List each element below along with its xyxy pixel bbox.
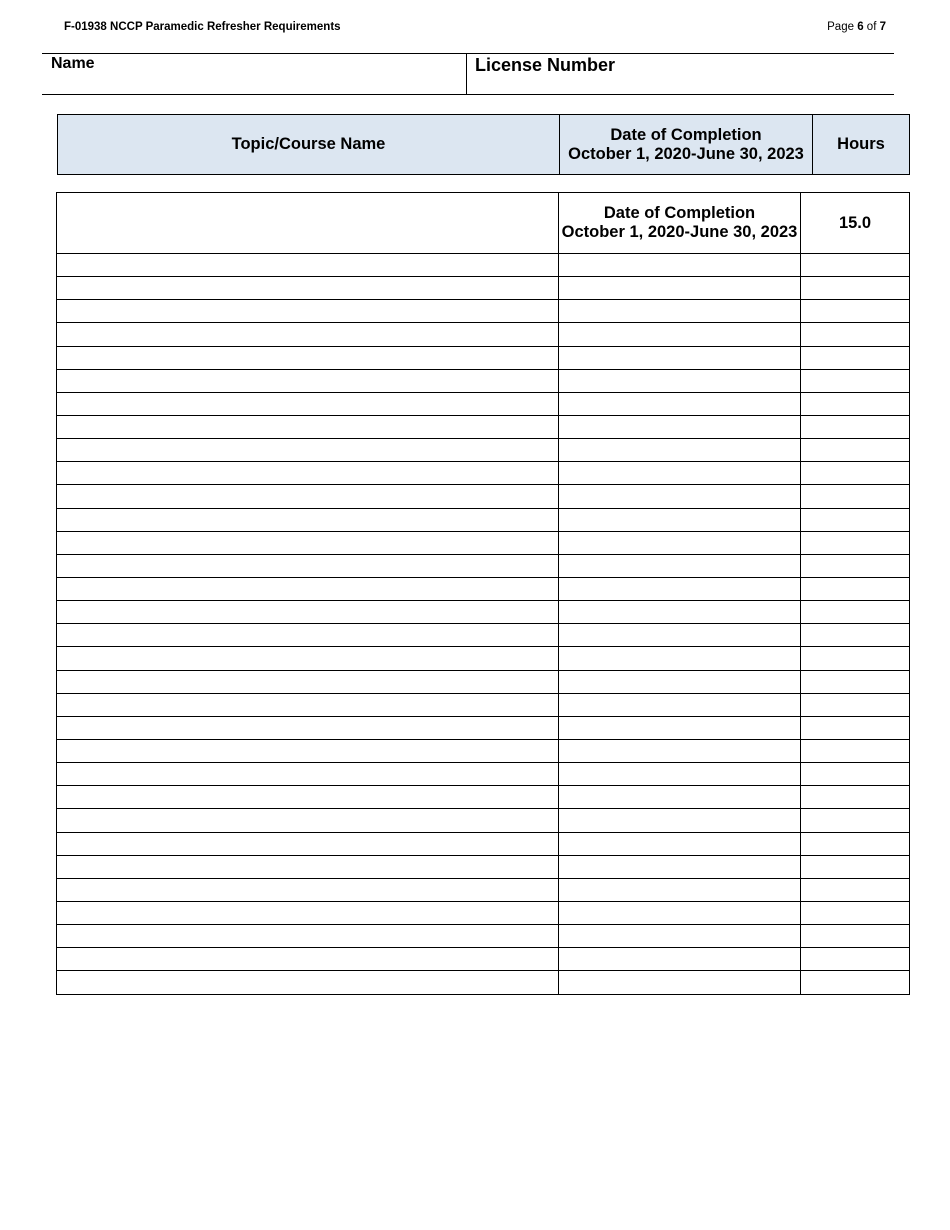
hours-cell[interactable]	[801, 878, 910, 901]
course-header-table	[57, 114, 910, 175]
table-row	[57, 925, 910, 948]
date-cell[interactable]	[559, 554, 801, 577]
table-row	[57, 948, 910, 971]
topic-cell[interactable]	[57, 300, 559, 323]
date-cell[interactable]	[559, 855, 801, 878]
date-cell[interactable]	[559, 531, 801, 554]
date-cell[interactable]	[559, 193, 801, 254]
table-row	[57, 277, 910, 300]
date-cell[interactable]	[559, 277, 801, 300]
date-cell[interactable]	[559, 832, 801, 855]
hours-cell[interactable]	[801, 763, 910, 786]
license-number-label: License Number	[475, 55, 616, 75]
date-cell[interactable]	[559, 254, 801, 277]
date-cell[interactable]	[559, 624, 801, 647]
name-label: Name	[51, 55, 95, 72]
date-cell[interactable]	[559, 739, 801, 762]
topic-cell[interactable]	[57, 786, 559, 809]
topic-cell[interactable]	[57, 763, 559, 786]
topic-cell[interactable]	[57, 277, 559, 300]
table-row	[57, 855, 910, 878]
date-cell[interactable]	[559, 346, 801, 369]
page-number	[827, 21, 886, 33]
date-cell[interactable]	[559, 485, 801, 508]
table-row	[57, 601, 910, 624]
table-row	[57, 670, 910, 693]
hours-cell[interactable]	[801, 439, 910, 462]
page-of: of	[866, 21, 877, 33]
table-row	[57, 577, 910, 600]
hours-cell[interactable]	[801, 624, 910, 647]
hours-column-header: Hours	[813, 115, 910, 175]
topic-cell[interactable]	[57, 693, 559, 716]
hours-cell[interactable]	[801, 369, 910, 392]
table-row	[57, 531, 910, 554]
topic-cell[interactable]	[57, 948, 559, 971]
hours-cell[interactable]	[801, 415, 910, 438]
table-row	[57, 739, 910, 762]
table-row	[57, 369, 910, 392]
topic-cell[interactable]	[57, 716, 559, 739]
topic-cell[interactable]	[57, 323, 559, 346]
date-cell[interactable]	[559, 601, 801, 624]
topic-cell[interactable]	[57, 832, 559, 855]
date-cell-line1: Date of Completion	[603, 204, 756, 222]
name-field[interactable]	[42, 54, 467, 94]
date-cell[interactable]	[559, 901, 801, 924]
page-prefix: Page	[827, 21, 854, 33]
hours-cell[interactable]	[801, 925, 910, 948]
hours-cell[interactable]	[801, 300, 910, 323]
topic-cell[interactable]	[57, 531, 559, 554]
topic-cell[interactable]	[57, 809, 559, 832]
table-row	[57, 624, 910, 647]
date-cell-line2: October 1, 2020-June 30, 2023	[561, 223, 798, 241]
topic-cell[interactable]	[57, 415, 559, 438]
topic-cell[interactable]	[57, 577, 559, 600]
date-cell[interactable]	[559, 323, 801, 346]
table-row	[57, 508, 910, 531]
topic-cell[interactable]	[57, 925, 559, 948]
topic-cell[interactable]	[57, 670, 559, 693]
table-row	[57, 254, 910, 277]
date-cell[interactable]	[559, 693, 801, 716]
topic-column-header: Topic/Course Name	[58, 115, 560, 175]
table-row	[57, 193, 910, 254]
date-cell[interactable]	[559, 716, 801, 739]
hours-cell[interactable]	[801, 971, 910, 994]
date-header-line2: October 1, 2020-June 30, 2023	[568, 144, 804, 163]
table-row	[57, 392, 910, 415]
table-row	[57, 439, 910, 462]
hours-cell[interactable]	[801, 786, 910, 809]
table-row	[57, 786, 910, 809]
hours-cell[interactable]	[801, 716, 910, 739]
topic-cell[interactable]	[57, 739, 559, 762]
hours-cell[interactable]	[801, 832, 910, 855]
date-cell[interactable]	[559, 462, 801, 485]
topic-cell[interactable]	[57, 901, 559, 924]
hours-cell[interactable]	[801, 254, 910, 277]
topic-cell[interactable]	[57, 439, 559, 462]
topic-cell[interactable]	[57, 554, 559, 577]
page-header	[64, 21, 886, 35]
hours-cell[interactable]	[801, 901, 910, 924]
table-row	[57, 901, 910, 924]
date-cell[interactable]	[559, 971, 801, 994]
date-cell[interactable]	[559, 925, 801, 948]
hours-cell[interactable]: 15.0	[801, 193, 910, 254]
topic-cell[interactable]	[57, 254, 559, 277]
hours-cell[interactable]	[801, 855, 910, 878]
table-row	[57, 878, 910, 901]
date-cell[interactable]	[559, 809, 801, 832]
date-cell[interactable]	[559, 415, 801, 438]
topic-cell[interactable]	[57, 193, 559, 254]
table-row	[57, 647, 910, 670]
hours-cell[interactable]	[801, 323, 910, 346]
form-title: F-01938 NCCP Paramedic Refresher Requirements	[64, 21, 341, 33]
table-row	[57, 554, 910, 577]
license-number-field[interactable]	[467, 54, 894, 94]
table-row	[57, 763, 910, 786]
date-cell[interactable]	[559, 577, 801, 600]
date-cell[interactable]	[559, 300, 801, 323]
topic-cell[interactable]	[57, 647, 559, 670]
table-row	[57, 971, 910, 994]
hours-cell[interactable]	[801, 462, 910, 485]
topic-cell[interactable]	[57, 369, 559, 392]
topic-cell[interactable]	[57, 485, 559, 508]
hours-cell[interactable]	[801, 277, 910, 300]
date-cell[interactable]	[559, 786, 801, 809]
topic-cell[interactable]	[57, 624, 559, 647]
table-row	[57, 415, 910, 438]
date-column-header	[560, 115, 813, 175]
hours-cell[interactable]	[801, 601, 910, 624]
date-header-line1: Date of Completion	[610, 125, 762, 144]
table-row	[57, 323, 910, 346]
date-cell[interactable]	[559, 392, 801, 415]
table-row	[57, 693, 910, 716]
date-cell[interactable]	[559, 948, 801, 971]
hours-cell[interactable]	[801, 531, 910, 554]
date-cell[interactable]	[559, 647, 801, 670]
topic-cell[interactable]	[57, 971, 559, 994]
date-cell[interactable]	[559, 878, 801, 901]
hours-cell[interactable]	[801, 346, 910, 369]
table-row	[57, 809, 910, 832]
hours-cell[interactable]	[801, 809, 910, 832]
topic-cell[interactable]	[57, 392, 559, 415]
date-cell[interactable]	[559, 439, 801, 462]
hours-cell[interactable]	[801, 508, 910, 531]
date-cell[interactable]	[559, 763, 801, 786]
hours-cell[interactable]	[801, 577, 910, 600]
topic-cell[interactable]	[57, 855, 559, 878]
topic-cell[interactable]	[57, 878, 559, 901]
course-entry-table	[56, 192, 910, 995]
page-total: 7	[879, 21, 886, 33]
identity-section	[42, 53, 894, 95]
table-row	[57, 832, 910, 855]
hours-cell[interactable]	[801, 392, 910, 415]
hours-cell[interactable]	[801, 948, 910, 971]
table-row	[57, 485, 910, 508]
topic-cell[interactable]	[57, 346, 559, 369]
table-row	[57, 716, 910, 739]
date-cell[interactable]	[559, 369, 801, 392]
hours-cell[interactable]	[801, 485, 910, 508]
hours-cell[interactable]	[801, 554, 910, 577]
hours-cell[interactable]	[801, 739, 910, 762]
topic-cell[interactable]	[57, 462, 559, 485]
table-row	[57, 346, 910, 369]
topic-cell[interactable]	[57, 508, 559, 531]
hours-cell[interactable]	[801, 670, 910, 693]
topic-cell[interactable]	[57, 601, 559, 624]
date-cell[interactable]	[559, 508, 801, 531]
hours-cell[interactable]	[801, 693, 910, 716]
table-row	[57, 462, 910, 485]
hours-cell[interactable]	[801, 647, 910, 670]
page-current: 6	[857, 21, 864, 33]
date-cell[interactable]	[559, 670, 801, 693]
table-row	[57, 300, 910, 323]
